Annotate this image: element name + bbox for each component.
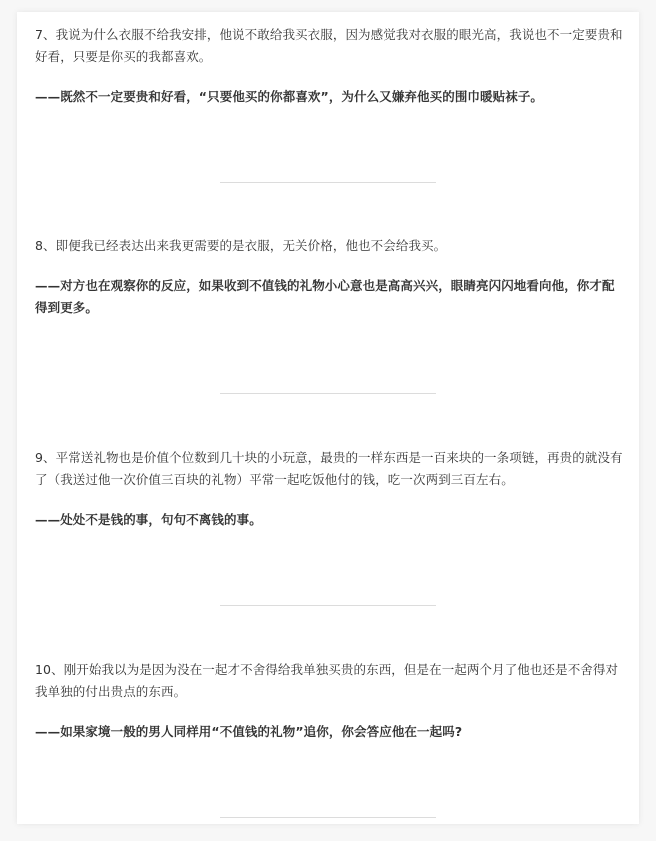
section-divider: [220, 817, 436, 818]
list-item: [35, 447, 625, 531]
section-divider: [220, 393, 436, 394]
point-comment: ——处处不是钱的事，句句不离钱的事。: [35, 512, 262, 527]
point-comment: ——如果家境一般的男人同样用“不值钱的礼物”追你，你会答应他在一起吗?: [35, 724, 463, 739]
list-item: [35, 235, 625, 319]
point-text: 9、平常送礼物也是价值个位数到几十块的小玩意，最贵的一样东西是一百来块的一条项链，再贵的就没有了（我送过他一次价值三百块的礼物）平常一起吃饭他付的钱，吃一次两到三百左右。: [35, 450, 623, 487]
point-text: 7、我说为什么衣服不给我安排，他说不敢给我买衣服，因为感觉我对衣服的眼光高，我说也不一定要贵和好看，只要是你买的我都喜欢。: [35, 27, 623, 64]
point-text: 10、刚开始我以为是因为没在一起才不舍得给我单独买贵的东西，但是在一起两个月了他也还是不舍得对我单独的付出贵点的东西。: [35, 662, 619, 699]
section-divider: [220, 182, 436, 183]
section-divider: [220, 605, 436, 606]
point-comment: ——对方也在观察你的反应，如果收到不值钱的礼物小心意也是高高兴兴，眼睛亮闪闪地看向他，你才配得到更多。: [35, 278, 615, 315]
point-text: 8、即便我已经表达出来我更需要的是衣服，无关价格，他也不会给我买。: [35, 238, 447, 253]
list-item: [35, 659, 625, 743]
list-item: [35, 24, 625, 108]
article-card: [17, 12, 639, 824]
point-comment: ——既然不一定要贵和好看，“只要他买的你都喜欢”，为什么又嫌弃他买的围巾暖贴袜子。: [35, 89, 544, 104]
